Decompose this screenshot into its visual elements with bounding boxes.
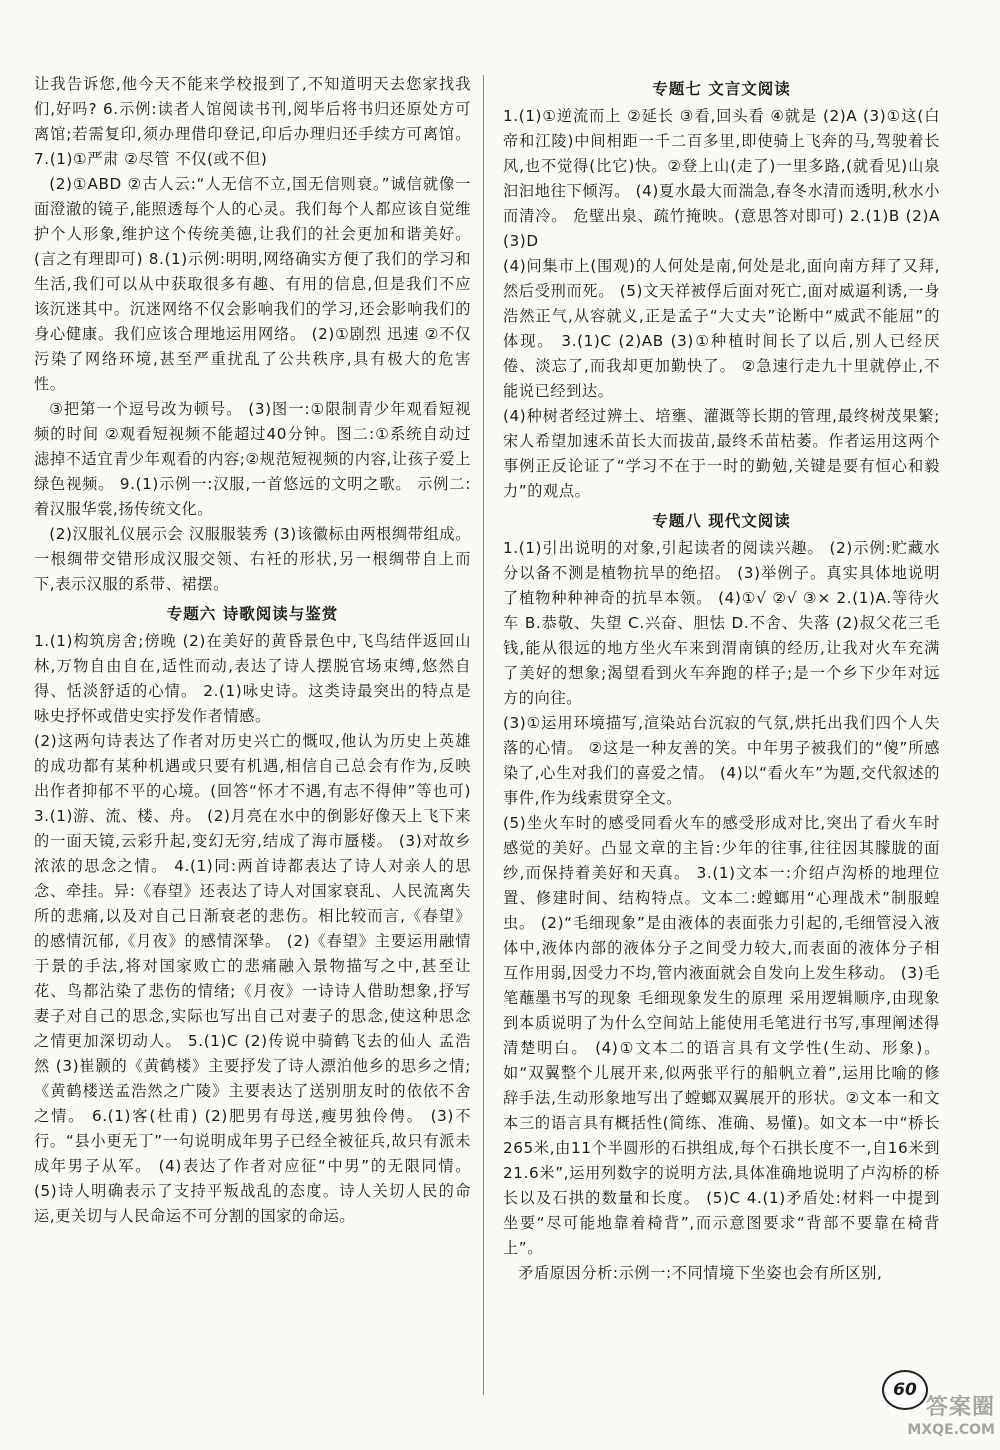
answer-paragraph: 1.(1)构筑房舍;傍晚 (2)在美好的黄昏景色中,飞鸟结伴返回山林,万物自由自在,适性而动,表达了诗人摆脱官场束缚,悠然自得、恬淡舒适的心情。 2.(1)咏史诗。这类诗最突出的特点是咏史抒怀或借史实抒发作者情感。 — [34, 632, 471, 725]
answer-paragraph: (2)这两句诗表达了作者对历史兴亡的慨叹,他认为历史上英雄的成功都有某种机遇或只要有机遇,相信自己总会有作为,反映出作者抑郁不平的心境。(回答“怀才不遇,有志不得伸”等也可) 3.(1)游、流、楼、舟。 (2)月亮在水中的倒影好像天上飞下来的一面天镜,云彩升起,变幻无穷,结成了海市蜃楼。 (3)对故乡浓浓的思念之情。 4.(1)同:两首诗都表达了诗人对亲人的思念、牵挂。异:《春望》还表达了诗人对国家衰乱、人民流离失所的悲痛,以及对自己日渐衰老的悲伤。相比较而言,《春望》的感情沉郁,《月夜》的感情深挚。 (2)《春望》主要运用融情于景的手法,将对国家败亡的悲痛融入景物描写之中,甚至让花、鸟都沾染了悲伤的情绪;《月夜》一诗诗人借助想象,抒写妻子对自己的思念,实际也写出自己对妻子的思念,使这种思念之情更加深切动人。 5.(1)C (2)传说中骑鹤飞去的仙人 孟浩然 (3)崔颢的《黄鹤楼》主要抒发了诗人漂泊他乡的思乡之情;《黄鹤楼送孟浩然之广陵》主要表达了送别朋友时的依依不舍之情。 6.(1)客(杜甫) (2)肥男有母送,瘦男独伶俜。 (3)不行。“县小更无丁”一句说明成年男子已经全被征兵,故只有派未成年男子从军。 (4)表达了作者对应征“中男”的无限同情。 (5)诗人明确表示了支持平叛战乱的态度。诗人关切人民的命运,更关切与人民命运不可分割的国家的命运。 — [34, 732, 471, 1225]
answer-paragraph: 让我告诉您,他今天不能来学校报到了,不知道明天去您家找我们,好吗? 6.示例:读者人馆阅读书刊,阅毕后将书归还原处方可离馆;若需复印,须办理借印登记,印后办理归还手续方可离馆。 7.(1)①严肃 ②尽管 不仅(或不但) — [34, 75, 471, 168]
watermark-text: 答案圈 — [925, 1395, 995, 1420]
answer-paragraph: (5)坐火车时的感受同看火车的感受形成对比,突出了看火车时感觉的美好。凸显文章的主旨:少年的往事,往往因其朦胧的面纱,而保持着美好和天真。 3.(1)文本一:介绍卢沟桥的地理位置、修建时间、结构特点。文本二:螳螂用“心理战术”制服蝗虫。 (2)“毛细现象”是由液体的表面张力引起的,毛细管浸入液体中,液体内部的液体分子之间受力较大,而表面的液体分子相互作用弱,因受力不均,管内液面就会自发向上发生移动。 (3)毛笔蘸墨书写的现象 毛细现象发生的原理 采用逻辑顺序,由现象到本质说明了为什么空间站上能使用毛笔进行书写,事理阐述得清楚明白。 (4)①文本二的语言具有文学性(生动、形象)。如“双翼整个儿展开来,似两张平行的船帆立着”,运用比喻的修辞手法,生动形象地写出了螳螂双翼展开的形状。②文本一和文本三的语言具有概括性(简练、准确、易懂)。如文本一中“桥长265米,由11个半圆形的石拱组成,每个石拱长度不一,自16米到21.6米”,运用列数字的说明方法,具体准确地说明了卢沟桥的桥长以及石拱的数量和长度。 (5)C 4.(1)矛盾处:材料一中提到坐要“尽可能地靠着椅背”,而示意图要求“背部不要靠在椅背上”。 — [503, 814, 940, 1257]
watermark — [895, 1395, 995, 1447]
section-heading-6: 专题六 诗歌阅读与鉴赏 — [166, 605, 339, 623]
answer-paragraph: (2)①ABD ②古人云:“人无信不立,国无信则衰。”诚信就像一面澄澈的镜子,能照透每个人的心灵。我们每个人都应该自觉维护个人形象,维护这个传统美德,让我们的社会更加和谐美好。(言之有理即可) 8.(1)示例:明明,网络确实方便了我们的学习和生活,我们可以从中获取很多有趣、有用的信息,但是我们不应该沉迷其中。沉迷网络不仅会影响我们的学习,还会影响我们的身心健康。我们应该合理地运用网络。 (2)①剧烈 迅速 ②不仅污染了网络环境,甚至严重扰乱了公共秩序,具有极大的危害性。 — [34, 175, 471, 393]
answer-paragraph: 1.(1)①逆流而上 ②延长 ③看,回头看 ④就是 (2)A (3)①这(白帝和江陵)中间相距一千二百多里,即使骑上飞奔的马,驾驶着长风,也不觉得(比它)快。②登上山(走了)一里多路,(就看见)山泉汩汩地往下倾泻。 (4)夏水最大而湍急,春冬水清而透明,秋水小而清冷。 危壁出泉、疏竹掩映。(意思答对即可) 2.(1)B (2)A (3)D — [503, 107, 940, 250]
page-number: 60 — [882, 1370, 928, 1410]
section-heading-7: 专题七 文言文阅读 — [652, 80, 791, 98]
answer-paragraph: (2)汉服礼仪展示会 汉服服装秀 (3)该徽标由两根绸带组成。一根绸带交错形成汉服交领、右衽的形状,另一根绸带自上而下,表示汉服的系带、裙摆。 — [34, 525, 471, 593]
answer-paragraph: (4)问集市上(围观)的人何处是南,何处是北,面向南方拜了又拜,然后受刑而死。 (5)文天祥被俘后面对死亡,面对威逼利诱,一身浩然正气,从容就义,正是孟子“大丈夫”论断中“威武不能屈”的体现。 3.(1)C (2)AB (3)①种植时间长了以后,别人已经厌倦、淡忘了,而我却更加勤快了。 ②急速行走九十里就停止,不能说已经到达。 — [503, 257, 940, 400]
answer-paragraph: (4)种树者经过辨土、培壅、灌溉等长期的管理,最终树茂果繁;宋人希望加速禾苗长大而拔苗,最终禾苗枯萎。作者运用这两个事例正反论证了“学习不在于一时的勤勉,关键是要有恒心和毅力”的观点。 — [503, 407, 940, 500]
section-heading-8: 专题八 现代文阅读 — [652, 512, 791, 530]
answer-paragraph: 1.(1)引出说明的对象,引起读者的阅读兴趣。 (2)示例:贮藏水分以备不测是植物抗旱的绝招。 (3)举例子。真实具体地说明了植物种种神奇的抗旱本领。 (4)①√ ②√ ③× 2.(1)A.等待火车 B.恭敬、失望 C.兴奋、胆怯 D.不舍、失落 (2)叔父花三毛钱,能从很远的地方坐火车来到渭南镇的经历,让我对火车充满了美好的想象;渴望看到火车奔跑的样子;是一个乡下少年对远方的向往。 — [503, 539, 940, 707]
answer-paragraph: (3)①运用环境描写,渲染站台沉寂的气氛,烘托出我们四个人失落的心情。 ②这是一种友善的笑。中年男子被我们的“傻”所感染了,心生对我们的喜爱之情。 (4)以“看火车”为题,交代叙述的事件,作为线索贯穿全文。 — [503, 714, 940, 807]
watermark-url: MXQE.COM — [907, 1422, 995, 1438]
answer-paragraph: 矛盾原因分析:示例一:不同情境下坐姿也会有所区别, — [518, 1264, 883, 1282]
left-column — [34, 72, 471, 1229]
column-divider — [483, 75, 484, 1395]
answer-paragraph: ③把第一个逗号改为顿号。 (3)图一:①限制青少年观看短视频的时间 ②观看短视频不能超过40分钟。图二:①系统自动过滤掉不适宜青少年观看的内容;②规范短视频的内容,让孩子爱上绿色视频。 9.(1)示例一:汉服,一首悠远的文明之歌。 示例二:着汉服华裳,扬传统文化。 — [34, 400, 471, 518]
right-column — [503, 72, 940, 1286]
